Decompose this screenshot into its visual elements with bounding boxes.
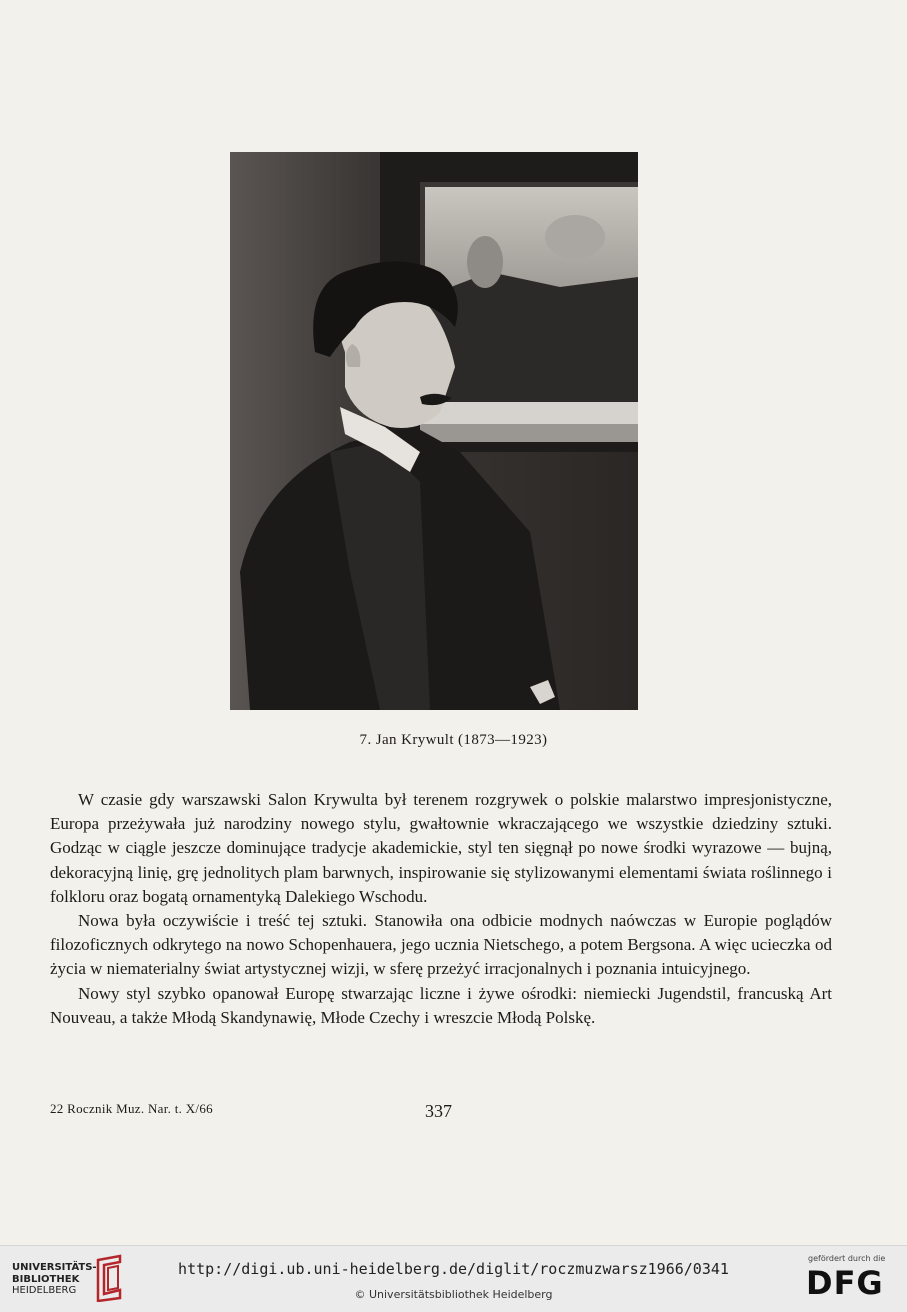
sponsor-label: gefördert durch die bbox=[808, 1254, 886, 1263]
signature-mark: 22 Rocznik Muz. Nar. t. X/66 bbox=[50, 1101, 213, 1116]
copyright-notice: © Universitätsbibliothek Heidelberg bbox=[354, 1288, 553, 1301]
figure-caption: 7. Jan Krywult (1873—1923) bbox=[359, 732, 548, 748]
paragraph: W czasie gdy warszawski Salon Krywulta był terenem rozgrywek o polskie malarstwo impresjonistyczne, Europa przeżywała już narodziny nowego stylu, gwałtownie wkraczającego we wszystkie dziedziny sztuki. Godząc w ciągle jeszcze dominujące tradycje akademickie, styl ten sięgnął po nowe środki wyrazowe — bujną, dekoracyjną linię, grę jednolitych plam barwnych, inspirowanie się stylizowanymi elementami świata roślinnego i folkloru oraz bogatą ornamentyką Dalekiego Wschodu. bbox=[50, 790, 832, 906]
page-number: 337 bbox=[425, 1101, 452, 1121]
library-line-3: HEIDELBERG bbox=[12, 1285, 77, 1296]
viewer-footer-bar bbox=[0, 1245, 907, 1312]
library-line-2: BIBLIOTHEK bbox=[12, 1273, 80, 1285]
dfg-logo[interactable]: DFG bbox=[806, 1264, 884, 1302]
article-body bbox=[50, 788, 832, 1030]
paragraph: Nowy styl szybko opanował Europę stwarzając liczne i żywe ośrodki: niemiecki Jugendstil, francuską Art Nouveau, a także Młodą Skandynawię, Młode Czechy i wreszcie Młodą Polskę. bbox=[50, 983, 832, 1027]
library-line-1: UNIVERSITÄTS- bbox=[12, 1262, 97, 1273]
permalink-url[interactable]: http://digi.ub.uni-heidelberg.de/diglit/roczmuzwarsz1966/0341 bbox=[178, 1260, 729, 1278]
paragraph: Nowa była oczywiście i treść tej sztuki. Stanowiła ona odbicie modnych naówczas w Europie poglądów filozoficznych odkrytego na nowo Schopenhauera, jego ucznia Nietschego, a potem Bergsona. A więc ucieczka od życia w niematerialny świat artystycznej wizji, w sferę przeżyć irracjonalnych i poznania intuicyjnego. bbox=[50, 911, 832, 979]
portrait-photograph bbox=[230, 152, 638, 710]
